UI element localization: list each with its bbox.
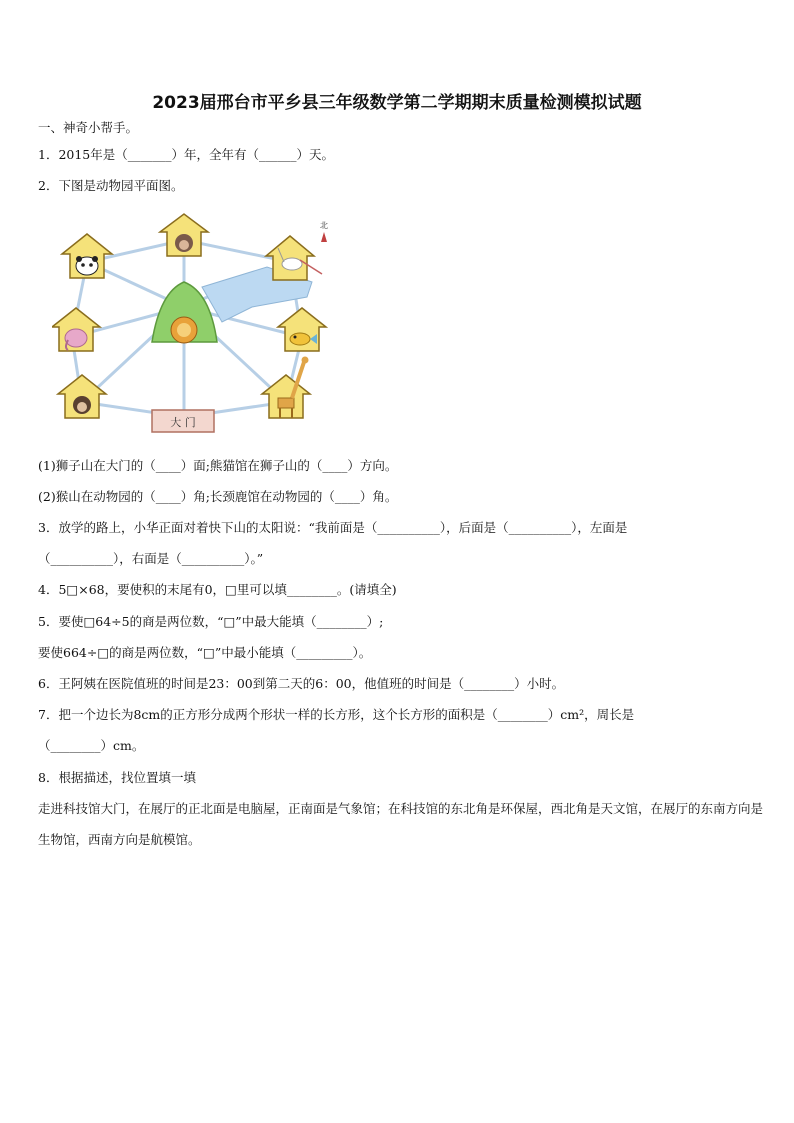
question-7-line-2: （________）cm。 <box>38 738 145 753</box>
zoo-map-figure <box>52 212 332 440</box>
panda-icon <box>76 256 98 275</box>
question-2-1: (1)狮子山在大门的（____）面;熊猫馆在狮子山的（____）方向。 <box>38 458 398 473</box>
chimp-icon <box>73 396 91 414</box>
north-label: 北 <box>320 221 328 230</box>
panda-house <box>62 234 112 278</box>
question-3-line-2: （__________），右面是（__________）。” <box>38 551 264 566</box>
fish-house <box>278 308 326 351</box>
monkey-house <box>160 214 208 256</box>
page-title: 2023届邢台市平乡县三年级数学第二学期期末质量检测模拟试题 <box>152 93 642 113</box>
chimp-house <box>58 375 106 418</box>
question-8: 8．根据描述，找位置填一填 <box>38 770 196 785</box>
question-2-2: (2)猴山在动物园的（____）角;长颈鹿馆在动物园的（____）角。 <box>38 489 398 504</box>
gate-label: 大 门 <box>170 416 196 429</box>
crane-house <box>266 236 322 280</box>
question-6: 6．王阿姨在医院值班的时间是23：00到第二天的6：00，他值班的时间是（________）小时。 <box>38 676 565 691</box>
question-1: 1．2015年是（_______）年，全年有（______）天。 <box>38 147 335 162</box>
question-5-line-1: 5．要使□64÷5的商是两位数，“□”中最大能填（________）; <box>38 614 384 629</box>
question-5-line-2: 要使664÷□的商是两位数，“□”中最小能填（_________）。 <box>38 645 372 660</box>
question-2: 2．下图是动物园平面图。 <box>38 178 184 193</box>
question-4: 4．5□×68，要使积的末尾有0，□里可以填________。(请填全) <box>38 582 397 597</box>
question-7-line-1: 7．把一个边长为8cm的正方形分成两个形状一样的长方形，这个长方形的面积是（________）cm²，周长是 <box>38 707 635 722</box>
north-arrow-icon <box>320 220 328 242</box>
elephant-house <box>52 308 100 351</box>
section-heading: 一、神奇小帮手。 <box>38 120 139 135</box>
question-8-body: 走进科技馆大门，在展厅的正北面是电脑屋，正南面是气象馆；在科技馆的东北角是环保屋，西北角是天文馆，在展厅的东南方向是生物馆，西南方向是航模馆。 <box>38 801 764 847</box>
main-gate <box>152 410 214 432</box>
question-3-line-1: 3．放学的路上，小华正面对着快下山的太阳说：“我前面是（__________），后面是（__________），左面是 <box>38 520 628 535</box>
